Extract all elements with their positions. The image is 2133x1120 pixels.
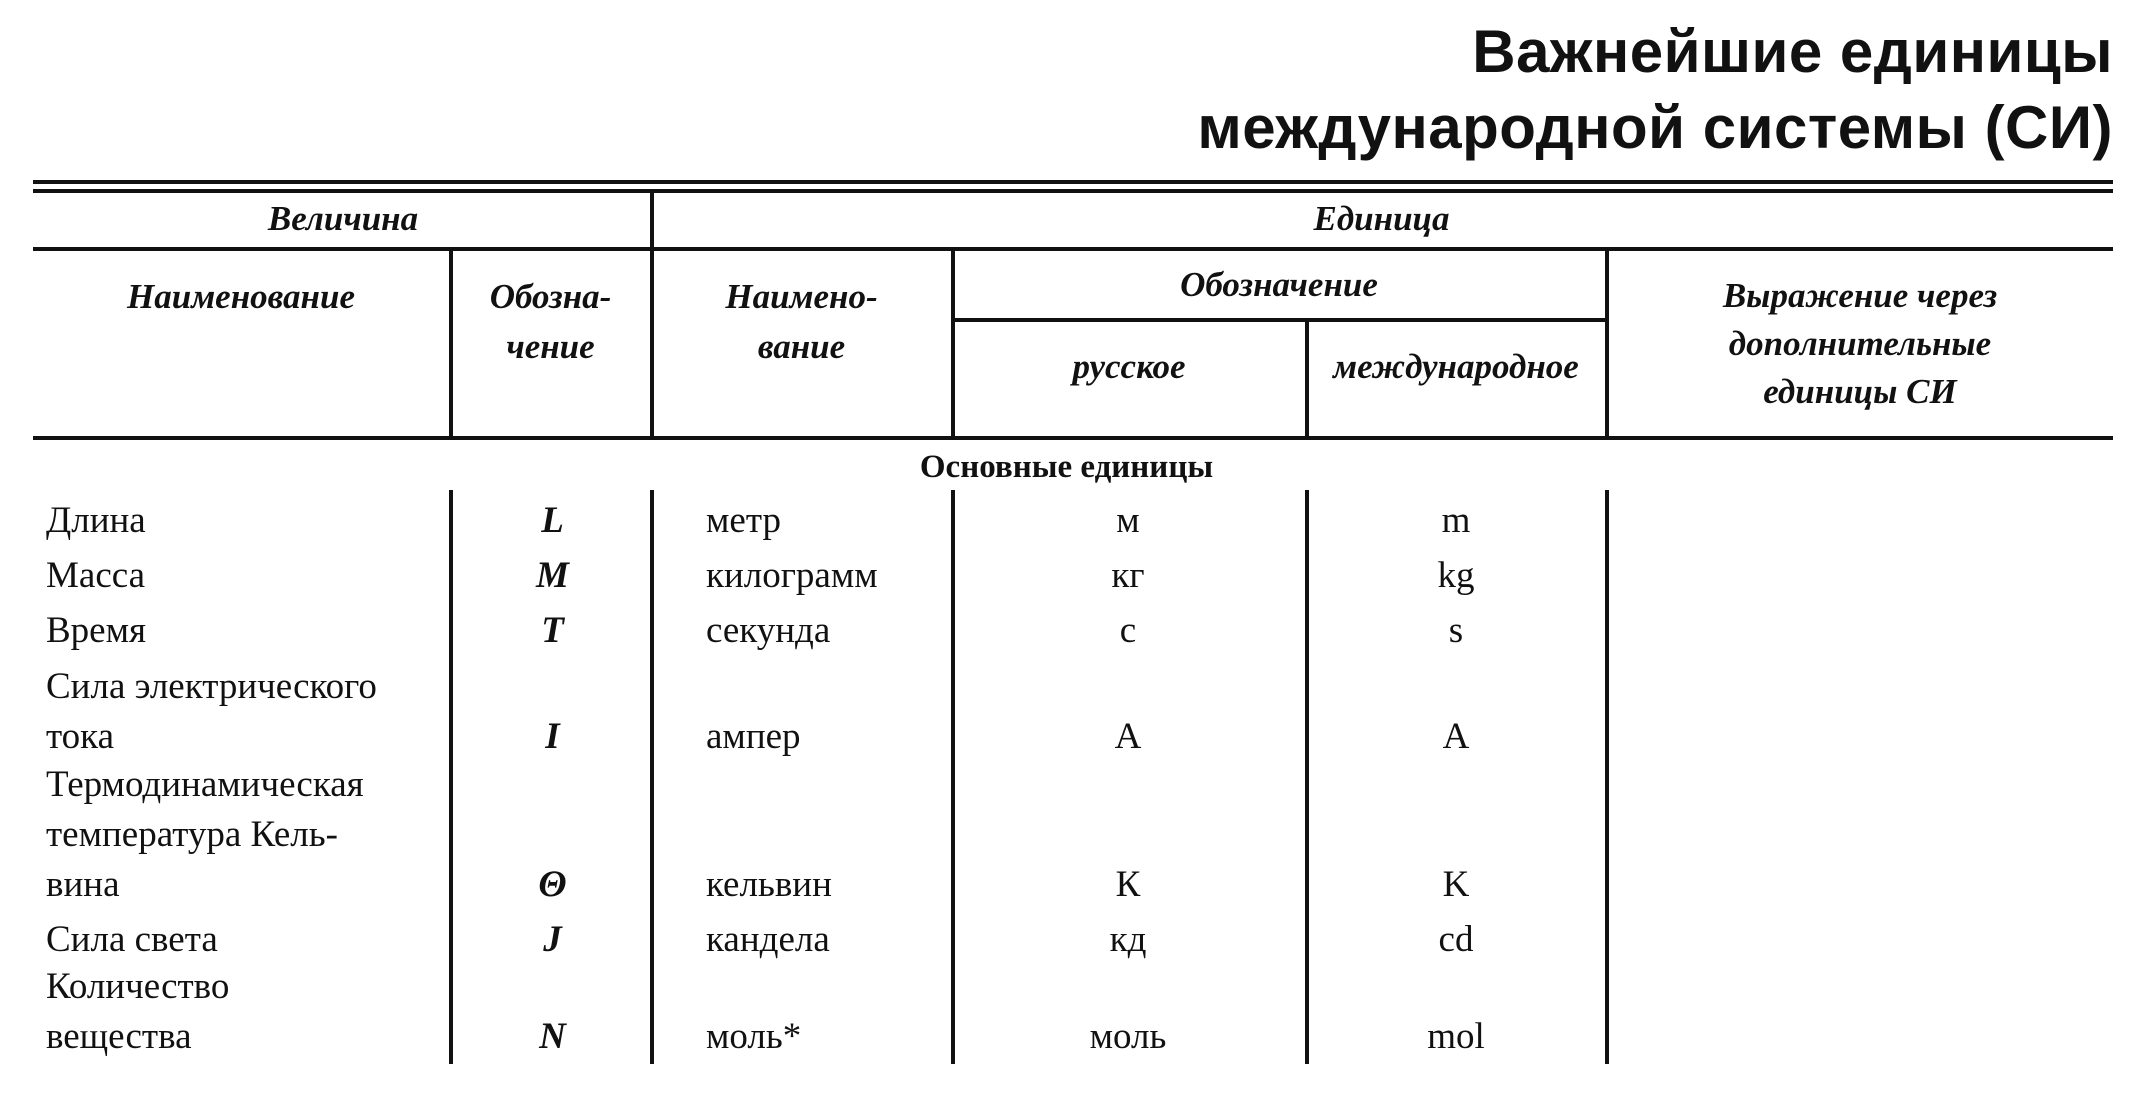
header-designation: Обозначение xyxy=(1180,265,1378,304)
row-amount-symbol: N xyxy=(539,1016,566,1057)
page-title xyxy=(1197,14,2113,166)
row-length-intl: m xyxy=(1441,500,1471,541)
row-time-symbol: T xyxy=(541,610,564,651)
header-quantity-group: Величина xyxy=(267,199,419,238)
row-current-unit-name: ампер xyxy=(706,716,801,757)
row-current-intl: A xyxy=(1442,716,1470,757)
designation-rule xyxy=(953,318,1607,322)
top-double-rule-upper xyxy=(33,180,2113,184)
header-unit-name: Наимено- вание xyxy=(725,277,878,366)
row-luminous-intl: cd xyxy=(1438,919,1474,960)
row-length-symbol: L xyxy=(541,500,564,541)
header-quantity-name: Наименование xyxy=(127,277,355,316)
row-length-ru: м xyxy=(1116,500,1140,541)
title-line-2: международной системы (СИ) xyxy=(1197,94,2113,161)
row-luminous-symbol: J xyxy=(543,919,562,960)
header-international: международное xyxy=(1333,347,1579,386)
row-mass-ru: кг xyxy=(1111,555,1145,596)
body-divider-quantity-symbol xyxy=(449,490,453,1064)
row-time-ru: с xyxy=(1119,610,1137,651)
header-unit-group: Единица xyxy=(1313,199,1450,238)
row-temperature-unit-name: кельвин xyxy=(706,864,832,905)
body-divider-group xyxy=(650,490,654,1064)
header-expression: Выражение через дополнительные единицы СИ xyxy=(1722,276,1998,411)
row-mass-name: Масса xyxy=(46,555,146,596)
row-temperature-symbol: Θ xyxy=(538,864,567,905)
row-luminous-unit-name: кандела xyxy=(706,919,830,960)
row-length-unit-name: метр xyxy=(706,500,781,541)
row-mass-intl: kg xyxy=(1437,555,1475,596)
title-line-1: Важнейшие единицы xyxy=(1472,18,2113,85)
row-amount-unit-name: моль* xyxy=(706,1016,802,1057)
row-mass-unit-name: килограмм xyxy=(706,555,878,596)
row-current-symbol: I xyxy=(545,716,560,757)
header-bottom-rule xyxy=(33,436,2113,440)
row-length-name: Длина xyxy=(46,500,146,541)
row-amount-ru: моль xyxy=(1089,1016,1167,1057)
row-amount-intl: mol xyxy=(1427,1016,1485,1057)
row-time-name: Время xyxy=(46,610,147,651)
row-temperature-intl: K xyxy=(1442,864,1470,905)
header-quantity-symbol: Обозна- чение xyxy=(489,277,612,366)
row-luminous-name: Сила света xyxy=(46,919,218,960)
row-current-ru: А xyxy=(1114,716,1142,757)
row-mass-symbol: M xyxy=(536,555,569,596)
row-current-name: Сила электрического тока xyxy=(46,666,377,757)
row-amount-name: Количество вещества xyxy=(46,966,230,1057)
row-luminous-ru: кд xyxy=(1109,919,1147,960)
row-temperature-ru: К xyxy=(1115,864,1141,905)
row-temperature-name: Термодинамическая температура Кель- вина xyxy=(46,764,364,905)
top-double-rule-lower xyxy=(33,189,2113,193)
row-time-intl: s xyxy=(1448,610,1464,651)
header-group-rule xyxy=(33,247,2113,251)
row-time-unit-name: секунда xyxy=(706,610,831,651)
section-title: Основные единицы xyxy=(919,449,1214,485)
header-russian: русское xyxy=(1072,347,1186,386)
